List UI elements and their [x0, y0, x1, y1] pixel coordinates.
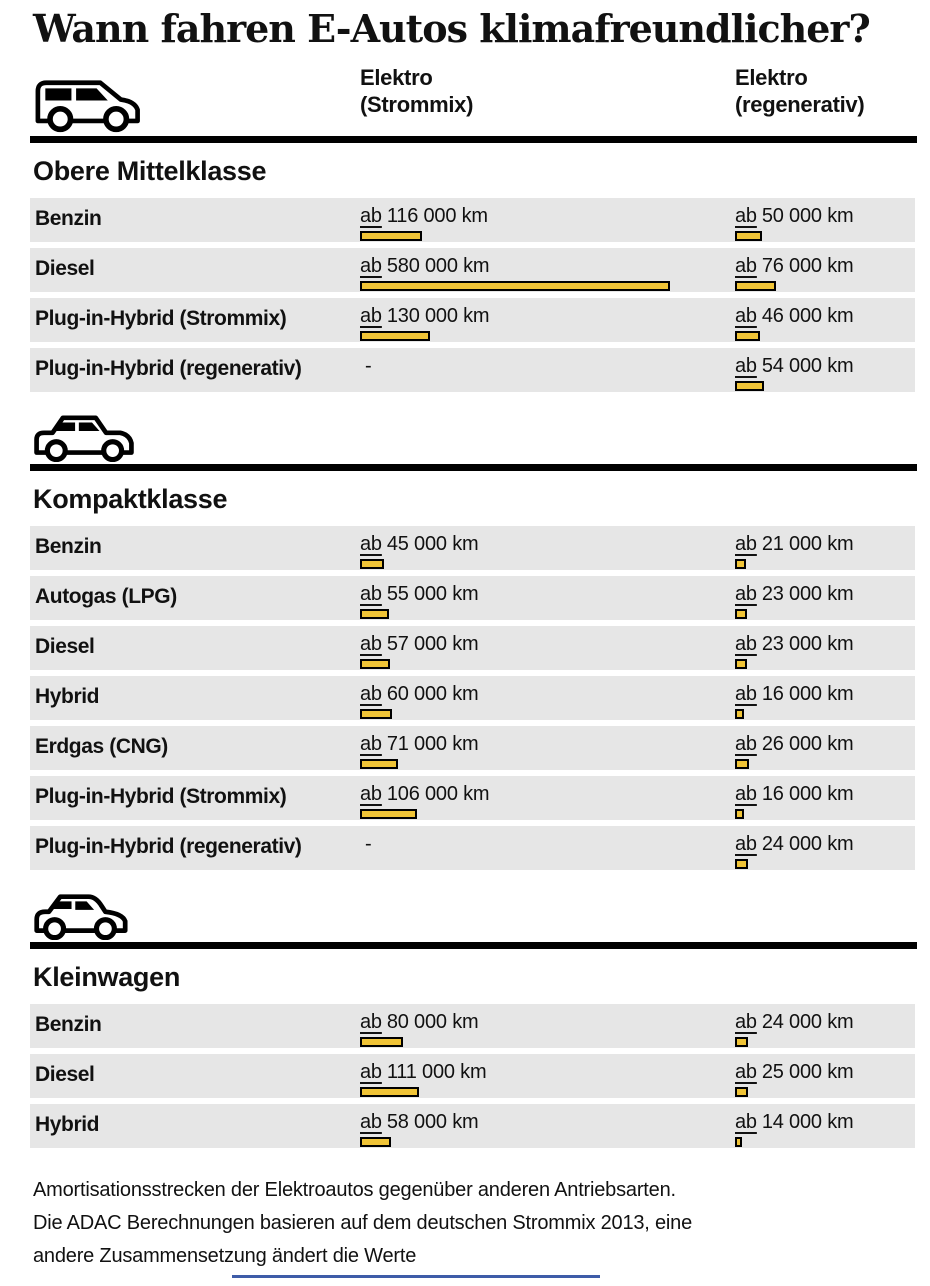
- ab-prefix: ab: [735, 633, 757, 655]
- value-text: [360, 583, 478, 605]
- footnote-line: andere Zusammensetzung ändert die Werte: [33, 1245, 417, 1267]
- value-amount: 50 000 km: [761, 205, 854, 227]
- row-label: Benzin: [35, 207, 102, 230]
- value-cell-regenerativ: [735, 733, 853, 769]
- ab-prefix: ab: [735, 1061, 757, 1083]
- section-divider-rule: [30, 464, 917, 471]
- value-bar: [735, 331, 760, 341]
- value-text: [735, 355, 853, 377]
- table-row: [30, 626, 915, 670]
- ab-prefix: ab: [735, 1011, 757, 1033]
- header-band: [30, 52, 917, 136]
- value-bar: [735, 1137, 742, 1147]
- value-amount: 76 000 km: [761, 255, 854, 277]
- ab-prefix: ab: [735, 783, 757, 805]
- value-bar: [360, 331, 430, 341]
- ab-prefix: ab: [735, 1111, 757, 1133]
- value-bar: [360, 1087, 419, 1097]
- value-amount: 16 000 km: [761, 783, 854, 805]
- value-text: [360, 305, 489, 327]
- ab-prefix: ab: [360, 1011, 382, 1033]
- section-title-kompaktklasse: Kompaktklasse: [33, 484, 228, 514]
- value-amount: 111 000 km: [386, 1061, 487, 1083]
- row-label: Erdgas (CNG): [35, 735, 168, 758]
- value-bar: [735, 281, 776, 291]
- value-text: [735, 305, 853, 327]
- ab-prefix: ab: [735, 683, 757, 705]
- value-bar: [360, 709, 392, 719]
- ab-prefix: ab: [735, 583, 757, 605]
- value-amount: 106 000 km: [386, 783, 490, 805]
- value-cell-regenerativ: [735, 355, 853, 391]
- value-text: [360, 733, 478, 755]
- value-cell-regenerativ: [735, 1011, 853, 1047]
- value-cell-regenerativ: [735, 683, 853, 719]
- value-amount: 116 000 km: [386, 205, 488, 227]
- value-text: [360, 1061, 486, 1083]
- table-row: [30, 348, 915, 392]
- value-amount: 46 000 km: [761, 305, 854, 327]
- value-cell-regenerativ: [735, 1061, 853, 1097]
- value-cell-strommix: [360, 783, 489, 819]
- footnote-line: Amortisationsstrecken der Elektroautos gegenüber anderen Antriebsarten.: [33, 1179, 676, 1201]
- page-title: Wann fahren E-Autos klimafreundlicher?: [33, 6, 870, 51]
- value-bar: [360, 759, 398, 769]
- row-label: Plug-in-Hybrid (regenerativ): [35, 357, 302, 380]
- value-amount: 80 000 km: [386, 1011, 479, 1033]
- row-label: Plug-in-Hybrid (Strommix): [35, 307, 287, 330]
- ab-prefix: ab: [360, 533, 382, 555]
- value-bar: [360, 1137, 391, 1147]
- ab-prefix: ab: [735, 305, 757, 327]
- value-bar: [735, 559, 746, 569]
- value-dash: -: [365, 355, 372, 377]
- table-row: [30, 1104, 915, 1148]
- value-cell-strommix: [360, 205, 488, 241]
- value-bar: [735, 609, 747, 619]
- ab-prefix: ab: [735, 533, 757, 555]
- value-bar: [360, 559, 384, 569]
- value-text: [735, 255, 853, 277]
- value-amount: 71 000 km: [386, 733, 479, 755]
- ab-prefix: ab: [360, 583, 382, 605]
- row-label: Diesel: [35, 257, 95, 280]
- row-label: Plug-in-Hybrid (regenerativ): [35, 835, 302, 858]
- column-header-line: Elektro: [735, 65, 808, 90]
- row-label: Benzin: [35, 1013, 102, 1036]
- section-divider-rule: [30, 942, 917, 949]
- ab-prefix: ab: [360, 683, 382, 705]
- value-amount: 130 000 km: [386, 305, 490, 327]
- ab-prefix: ab: [360, 733, 382, 755]
- value-amount: 60 000 km: [386, 683, 479, 705]
- section-band: [30, 878, 917, 942]
- row-label: Benzin: [35, 535, 102, 558]
- table-row: [30, 248, 915, 292]
- value-bar: [735, 381, 764, 391]
- value-amount: 58 000 km: [386, 1111, 479, 1133]
- value-text: [735, 683, 853, 705]
- value-bar: [360, 1037, 403, 1047]
- value-bar: [735, 659, 747, 669]
- table-row: [30, 1054, 915, 1098]
- value-cell-regenerativ: [735, 783, 853, 819]
- sedan-car-icon: [30, 398, 138, 467]
- value-cell-strommix: [360, 683, 478, 719]
- value-text: [735, 1011, 853, 1033]
- row-label: Autogas (LPG): [35, 585, 177, 608]
- value-text: [360, 633, 478, 655]
- value-amount: 14 000 km: [761, 1111, 854, 1133]
- value-text: [360, 1111, 478, 1133]
- value-bar: [360, 281, 670, 291]
- value-amount: 23 000 km: [761, 583, 854, 605]
- section-title-kleinwagen: Kleinwagen: [33, 962, 181, 992]
- value-amount: 55 000 km: [386, 583, 479, 605]
- table-row: [30, 826, 915, 870]
- ab-prefix: ab: [360, 1061, 382, 1083]
- row-label: Diesel: [35, 635, 95, 658]
- ab-prefix: ab: [735, 355, 757, 377]
- value-bar: [735, 759, 749, 769]
- value-amount: 23 000 km: [761, 633, 854, 655]
- table-row: [30, 726, 915, 770]
- value-cell-regenerativ: [735, 255, 853, 291]
- ab-prefix: ab: [360, 305, 382, 327]
- value-cell-strommix: [360, 1011, 478, 1047]
- value-bar: [735, 1087, 748, 1097]
- value-cell-regenerativ: [735, 833, 853, 869]
- section-title-obere-mittelklasse: Obere Mittelklasse: [33, 156, 267, 186]
- value-text: [735, 833, 853, 855]
- column-header-line: Elektro: [360, 65, 433, 90]
- footnote-line: Die ADAC Berechnungen basieren auf dem deutschen Strommix 2013, eine: [33, 1212, 693, 1234]
- value-cell-regenerativ: [735, 305, 853, 341]
- row-label: Diesel: [35, 1063, 95, 1086]
- value-text: [360, 783, 489, 805]
- hatchback-car-icon: [30, 876, 130, 945]
- section-band: [30, 400, 917, 464]
- column-header-line: (regenerativ): [735, 92, 865, 117]
- ab-prefix: ab: [360, 255, 382, 277]
- value-cell-strommix: [360, 305, 489, 341]
- value-text: [735, 783, 853, 805]
- value-cell-strommix: [360, 255, 670, 291]
- value-text: [735, 733, 853, 755]
- table-row: [30, 198, 915, 242]
- value-bar: [735, 231, 762, 241]
- value-cell-regenerativ: [735, 205, 853, 241]
- value-bar: [735, 859, 748, 869]
- value-text: [735, 633, 853, 655]
- row-label: Hybrid: [35, 685, 100, 708]
- ab-prefix: ab: [360, 633, 382, 655]
- table-row: [30, 1004, 915, 1048]
- value-cell-regenerativ: [735, 533, 853, 569]
- value-cell-regenerativ: [735, 583, 853, 619]
- value-bar: [735, 1037, 748, 1047]
- value-cell-strommix: [360, 733, 478, 769]
- value-text: [360, 533, 478, 555]
- value-text: [360, 1011, 478, 1033]
- value-amount: 57 000 km: [386, 633, 479, 655]
- value-amount: 24 000 km: [761, 1011, 854, 1033]
- ab-prefix: ab: [360, 1111, 382, 1133]
- value-text: [360, 205, 488, 227]
- value-amount: 26 000 km: [761, 733, 854, 755]
- table-row: [30, 526, 915, 570]
- ab-prefix: ab: [360, 205, 382, 227]
- table-row: [30, 776, 915, 820]
- value-dash: -: [365, 833, 372, 855]
- wagon-car-icon: [30, 52, 152, 139]
- value-cell-regenerativ: [735, 1111, 853, 1147]
- table-row: [30, 576, 915, 620]
- row-label: Hybrid: [35, 1113, 100, 1136]
- ab-prefix: ab: [735, 205, 757, 227]
- value-bar: [360, 231, 422, 241]
- value-text: [360, 683, 478, 705]
- bottom-accent-line: [232, 1275, 600, 1278]
- value-cell-strommix: [360, 1061, 486, 1097]
- value-text: [735, 1061, 853, 1083]
- value-text: [360, 833, 371, 855]
- value-cell-strommix: [360, 533, 478, 569]
- column-header-strommix: [360, 64, 473, 118]
- value-text: [735, 533, 853, 555]
- value-cell-regenerativ: [735, 633, 853, 669]
- value-amount: 16 000 km: [761, 683, 854, 705]
- ab-prefix: ab: [735, 255, 757, 277]
- ab-prefix: ab: [735, 833, 757, 855]
- footnote: [33, 1174, 910, 1273]
- section-divider-rule: [30, 136, 917, 143]
- value-text: [735, 583, 853, 605]
- value-amount: 580 000 km: [386, 255, 490, 277]
- column-header-regenerativ: [735, 64, 864, 118]
- ab-prefix: ab: [735, 733, 757, 755]
- value-amount: 25 000 km: [761, 1061, 854, 1083]
- value-cell-strommix: [360, 1111, 478, 1147]
- value-bar: [735, 809, 744, 819]
- value-text: [735, 205, 853, 227]
- value-amount: 21 000 km: [761, 533, 854, 555]
- ab-prefix: ab: [360, 783, 382, 805]
- value-cell-strommix: [360, 355, 371, 377]
- value-amount: 54 000 km: [761, 355, 854, 377]
- table-row: [30, 676, 915, 720]
- value-bar: [360, 809, 417, 819]
- value-bar: [360, 659, 390, 669]
- table-row: [30, 298, 915, 342]
- value-text: [360, 355, 371, 377]
- value-cell-strommix: [360, 633, 478, 669]
- value-cell-strommix: [360, 833, 371, 855]
- value-bar: [360, 609, 389, 619]
- value-amount: 24 000 km: [761, 833, 854, 855]
- value-amount: 45 000 km: [386, 533, 479, 555]
- value-text: [735, 1111, 853, 1133]
- value-text: [360, 255, 670, 277]
- column-header-line: (Strommix): [360, 92, 474, 117]
- value-cell-strommix: [360, 583, 478, 619]
- value-bar: [735, 709, 744, 719]
- row-label: Plug-in-Hybrid (Strommix): [35, 785, 287, 808]
